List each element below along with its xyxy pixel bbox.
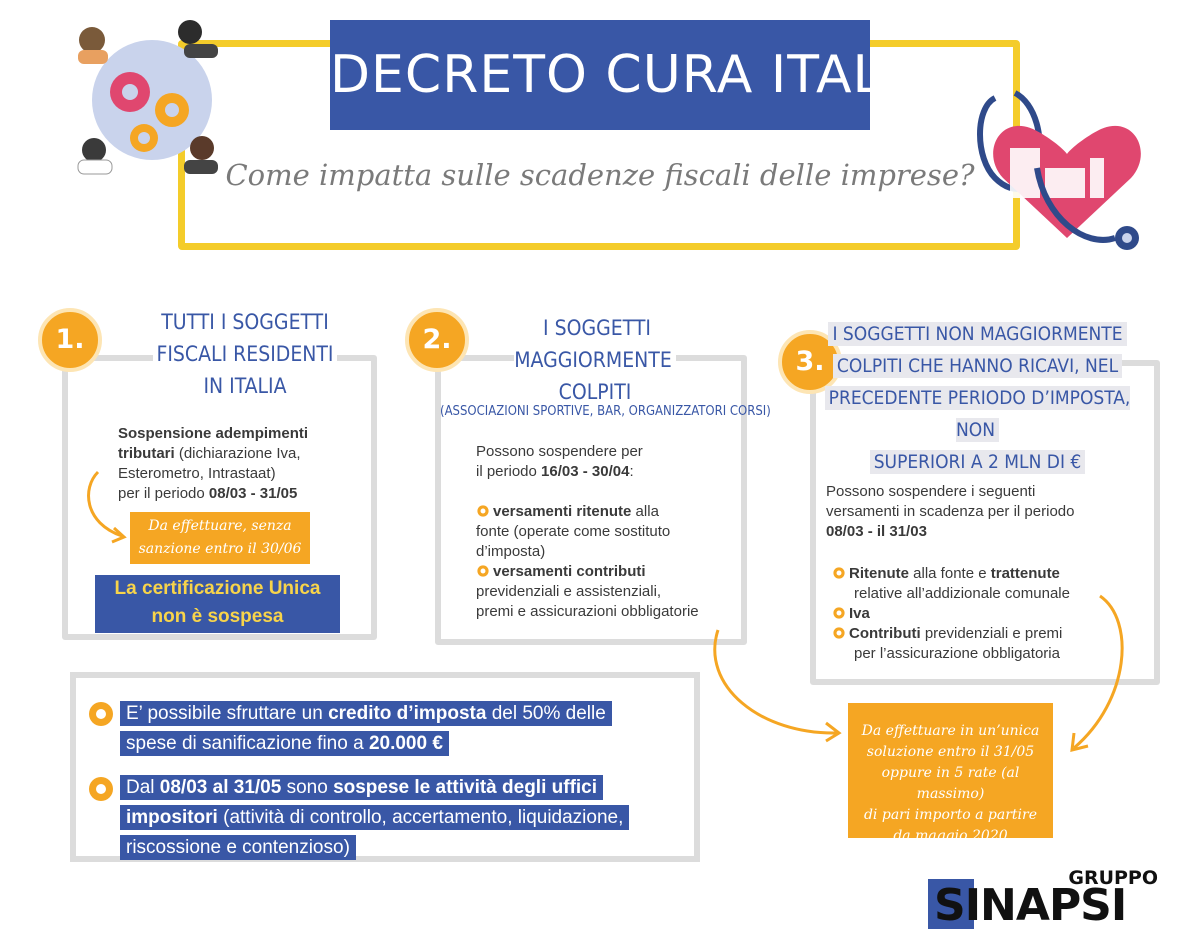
card-3-title-line-3: PRECEDENTE PERIODO D’IMPOSTA, NON xyxy=(820,382,1135,446)
card-3-number-badge: 3. xyxy=(778,330,842,394)
card-1-number-badge: 1. xyxy=(38,308,102,372)
teamwork-gears-icon xyxy=(72,18,232,183)
card-2-title-line-2: COLPITI xyxy=(470,376,720,408)
title-box xyxy=(330,20,936,130)
gear-bullet-icon xyxy=(86,699,116,729)
page-subtitle: Come impatta sulle scadenze fiscali delle imprese? xyxy=(225,158,975,192)
card-1-title xyxy=(120,306,370,402)
card-1-highlight: La certificazione Unica non è sospesa xyxy=(95,575,340,633)
arrow-icon xyxy=(82,468,132,548)
arrow-icon xyxy=(700,625,850,745)
card-3-body: Possono sospendere i seguenti versamenti in scadenza per il periodo 08/03 - il 31/03 Ritenute alla fonte e trattenute relative all’addizionale comunale Iva Contributi previdenziali e premi per l’assicurazione obbligatoria xyxy=(826,483,1075,662)
card-3-title-line-1: I SOGGETTI NON MAGGIORMENTE xyxy=(820,318,1135,350)
gear-bullet-icon xyxy=(86,774,116,804)
logo-top-text: GRUPPO xyxy=(1068,867,1158,889)
gear-bullet-icon xyxy=(832,606,846,620)
payment-deadline-note: Da effettuare in un’unica soluzione entro il 31/05 oppure in 5 rate (al massimo) di pari importo a partire da maggio 2020 xyxy=(848,703,1053,838)
card-2-subnote: (ASSOCIAZIONI SPORTIVE, BAR, ORGANIZZATORI CORSI) xyxy=(440,404,771,419)
gear-bullet-icon xyxy=(832,566,846,580)
card-1-title-line-2: FISCALI RESIDENTI xyxy=(120,338,370,370)
card-2-title-line-1: I SOGGETTI MAGGIORMENTE xyxy=(470,312,720,376)
bottom-item-tax-credit: E’ possibile sfruttare un credito d’imposta del 50% delle spese di sanificazione fino a 20.000 € xyxy=(120,700,690,757)
bottom-item-suspension: Dal 08/03 al 31/05 sono sospese le attività degli uffici impositori (attività di controllo, accertamento, liquidazione, riscossione e contenzioso) xyxy=(120,774,695,861)
card-1-deadline-note: Da effettuare, senza sanzione entro il 30/06 xyxy=(130,512,310,564)
card-3-title xyxy=(820,318,1135,478)
page-title: DECRETO CURA ITALIA xyxy=(330,45,936,105)
gear-bullet-icon xyxy=(476,564,490,578)
gear-bullet-icon xyxy=(476,504,490,518)
logo-main-text: SINAPSI xyxy=(934,880,1127,931)
card-2-body: Possono sospendere per il periodo 16/03 - 30/04: versamenti ritenute alla fonte (operate come sostituto d’imposta) versamenti contributi previdenziali e assistenziali, premi e assicurazioni obbligatorie xyxy=(476,443,699,620)
card-2-number-badge: 2. xyxy=(405,308,469,372)
stethoscope-heart-icon xyxy=(975,88,1160,268)
arrow-icon xyxy=(1060,590,1130,760)
card-1-body: Sospensione adempimenti tributari (dichiarazione Iva, Esterometro, Intrastaat) per il periodo 08/03 - 31/05 xyxy=(118,425,309,502)
card-1-title-line-1: TUTTI I SOGGETTI xyxy=(120,306,370,338)
card-3-title-line-2: COLPITI CHE HANNO RICAVI, NEL xyxy=(820,350,1135,382)
gruppo-sinapsi-logo xyxy=(922,865,1162,935)
card-3-title-line-4: SUPERIORI A 2 MLN DI € xyxy=(820,446,1135,478)
card-2-title xyxy=(470,312,720,408)
card-1-title-line-3: IN ITALIA xyxy=(120,370,370,402)
